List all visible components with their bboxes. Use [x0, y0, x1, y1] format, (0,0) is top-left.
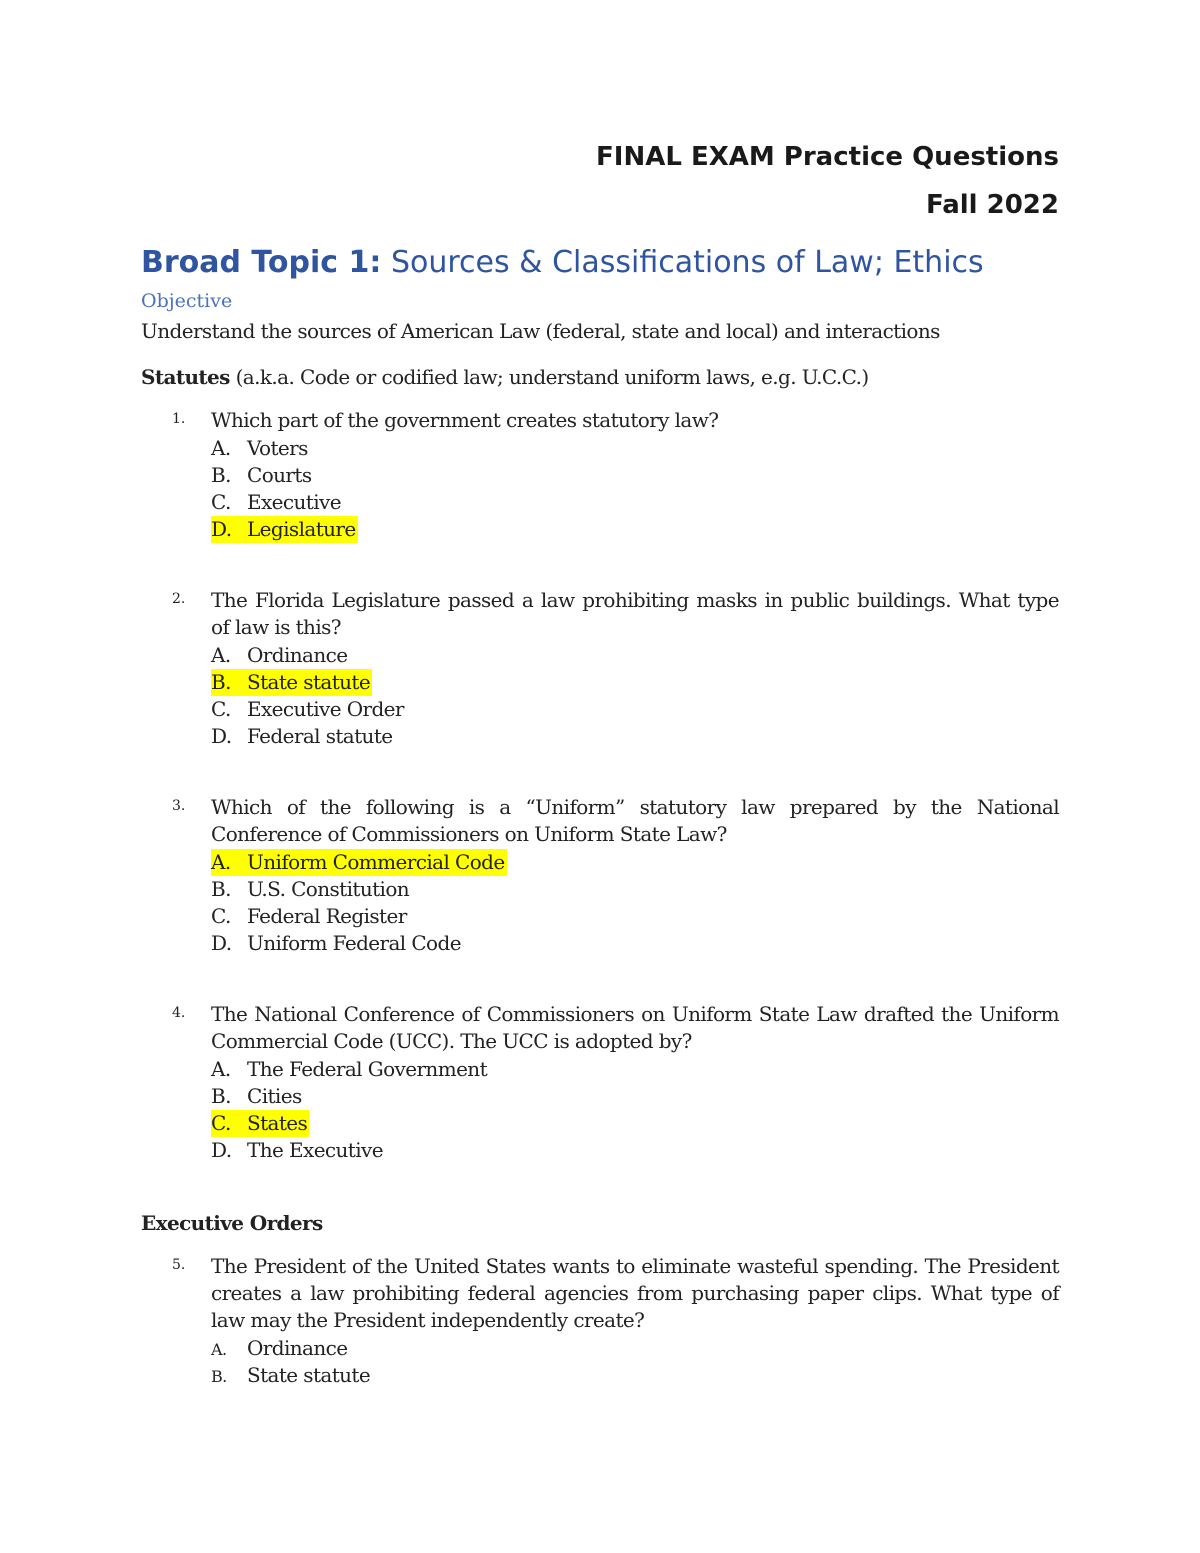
topic-title: Sources & Classifications of Law; Ethics — [390, 245, 984, 280]
option-b[interactable] — [211, 1083, 487, 1110]
option-text: Executive — [247, 490, 341, 514]
option-text: Executive Order — [247, 697, 404, 721]
section-statutes-heading — [141, 365, 869, 389]
option-letter: D. — [211, 931, 232, 955]
question-text: The President of the United States wants to eliminate wasteful spending. The President creates a law prohibiting federal agencies from purchasing paper clips. What type of law may the President independently create? — [211, 1254, 1059, 1332]
option-letter: C. — [211, 490, 231, 514]
option-letter: B. — [211, 670, 231, 694]
option-c[interactable] — [211, 903, 507, 930]
option-letter: D. — [211, 517, 232, 541]
topic-heading — [141, 245, 984, 280]
objective-label: Objective — [141, 290, 233, 312]
option-text: Voters — [247, 436, 308, 460]
option-text: The Federal Government — [247, 1057, 488, 1081]
section-executive-heading — [141, 1211, 323, 1235]
question-text: The Florida Legislature passed a law prohibiting masks in public buildings. What type of law is this? — [211, 588, 1059, 639]
option-letter: A. — [211, 643, 231, 667]
option-letter: A. — [211, 1340, 227, 1359]
option-d[interactable] — [211, 930, 507, 957]
option-text: Uniform Commercial Code — [247, 850, 505, 874]
question-text: Which of the following is a “Uniform” statutory law prepared by the National Conference of Commissioners on Uniform State Law? — [211, 795, 1059, 846]
section-executive-bold: Executive Orders — [141, 1211, 323, 1235]
option-d[interactable] — [211, 723, 404, 750]
option-text: Federal statute — [247, 724, 393, 748]
option-list — [211, 642, 404, 750]
option-c[interactable] — [211, 489, 358, 516]
question-number: 3. — [172, 798, 186, 814]
option-a[interactable] — [211, 435, 358, 462]
option-a[interactable] — [211, 1335, 370, 1362]
option-a[interactable] — [211, 1056, 487, 1083]
option-list — [211, 1335, 370, 1389]
question-number: 2. — [172, 591, 186, 607]
option-b[interactable] — [211, 876, 507, 903]
option-b[interactable] — [211, 462, 358, 489]
option-b[interactable] — [211, 1362, 370, 1389]
option-letter: C. — [211, 697, 231, 721]
document-term: Fall 2022 — [925, 190, 1059, 220]
question-number: 1. — [172, 411, 186, 427]
topic-lead: Broad Topic 1: — [141, 245, 382, 280]
option-letter: B. — [211, 463, 231, 487]
option-text: Uniform Federal Code — [247, 931, 461, 955]
option-letter: A. — [211, 1057, 231, 1081]
option-letter: A. — [211, 436, 231, 460]
option-text: The Executive — [247, 1138, 383, 1162]
option-letter: D. — [211, 724, 232, 748]
option-letter: B. — [211, 1084, 231, 1108]
question-number: 5. — [172, 1257, 186, 1273]
document-title: FINAL EXAM Practice Questions — [596, 142, 1059, 172]
question-number: 4. — [172, 1005, 186, 1021]
option-c[interactable] — [211, 696, 404, 723]
section-statutes-bold: Statutes — [141, 365, 230, 389]
option-letter: B. — [211, 1367, 227, 1386]
option-list — [211, 435, 358, 543]
option-letter: A. — [211, 850, 231, 874]
option-letter: C. — [211, 1111, 231, 1135]
section-statutes-rest: (a.k.a. Code or codified law; understand uniform laws, e.g. U.C.C.) — [229, 365, 869, 389]
option-letter: C. — [211, 904, 231, 928]
option-list — [211, 1056, 487, 1164]
option-letter: D. — [211, 1138, 232, 1162]
option-d-highlighted[interactable] — [211, 516, 358, 543]
document-page — [141, 0, 1059, 1553]
option-text: States — [247, 1111, 308, 1135]
option-a-highlighted[interactable] — [211, 849, 507, 876]
question-text: The National Conference of Commissioners on Uniform State Law drafted the Uniform Commercial Code (UCC). The UCC is adopted by? — [211, 1002, 1059, 1053]
option-b-highlighted[interactable] — [211, 669, 372, 696]
objective-text: Understand the sources of American Law (federal, state and local) and interactions — [141, 319, 940, 343]
option-a[interactable] — [211, 642, 404, 669]
option-d[interactable] — [211, 1137, 487, 1164]
option-text: Cities — [247, 1084, 302, 1108]
option-text: Federal Register — [247, 904, 407, 928]
option-c-highlighted[interactable] — [211, 1110, 309, 1137]
option-text: U.S. Constitution — [247, 877, 410, 901]
option-text: Ordinance — [247, 643, 348, 667]
option-text: Ordinance — [247, 1336, 348, 1360]
option-list — [211, 849, 507, 957]
option-text: Legislature — [247, 517, 356, 541]
option-text: State statute — [247, 1363, 371, 1387]
option-letter: B. — [211, 877, 231, 901]
option-text: Courts — [247, 463, 312, 487]
question-text: Which part of the government creates statutory law? — [211, 408, 719, 432]
option-text: State statute — [247, 670, 371, 694]
